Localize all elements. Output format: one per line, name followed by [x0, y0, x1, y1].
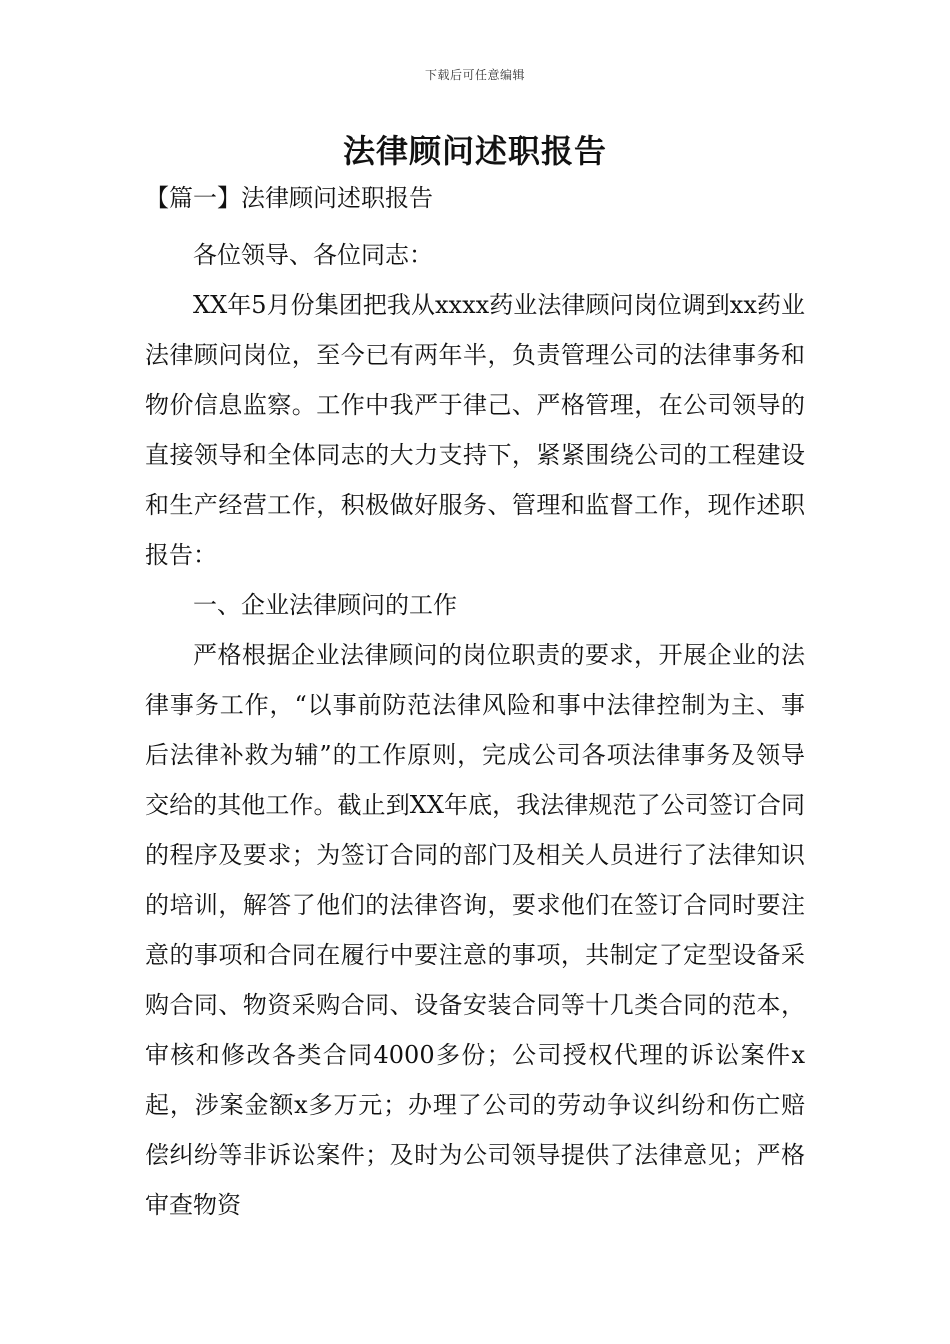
section-heading: 【篇一】法律顾问述职报告	[145, 184, 433, 212]
document-title: 法律顾问述职报告	[342, 132, 607, 170]
paragraph-subheading: 一、企业法律顾问的工作	[193, 591, 457, 619]
body-text	[145, 230, 805, 1230]
paragraph-work-details: 严格根据企业法律顾问的岗位职责的要求，开展企业的法律事务工作，“以事前防范法律风险和事中法律控制为主、事后法律补救为辅”的工作原则，完成公司各项法律事务及领导交给的其他工作。截止到XX年底，我法律规范了公司签订合同的程序及要求；为签订合同的部门及相关人员进行了法律知识的培训，解答了他们的法律咨询，要求他们在签订合同时要注意的事项和合同在履行中要注意的事项，共制定了定型设备采购合同、物资采购合同、设备安装合同等十几类合同的范本，审核和修改各类合同4000多份；公司授权代理的诉讼案件x起，涉案金额x多万元；办理了公司的劳动争议纠纷和伤亡赔偿纠纷等非诉讼案件；及时为公司领导提供了法律意见；严格审查物资	[145, 641, 805, 1219]
paragraph-intro: XX年5月份集团把我从xxxx药业法律顾问岗位调到xx药业法律顾问岗位，至今已有两年半，负责管理公司的法律事务和物价信息监察。工作中我严于律己、严格管理，在公司领导的直接领导和全体同志的大力支持下，紧紧围绕公司的工程建设和生产经营工作，积极做好服务、管理和监督工作，现作述职报告：	[145, 291, 805, 569]
paragraph-greeting: 各位领导、各位同志：	[193, 241, 433, 269]
header-note: 下载后可任意编辑	[424, 68, 525, 82]
